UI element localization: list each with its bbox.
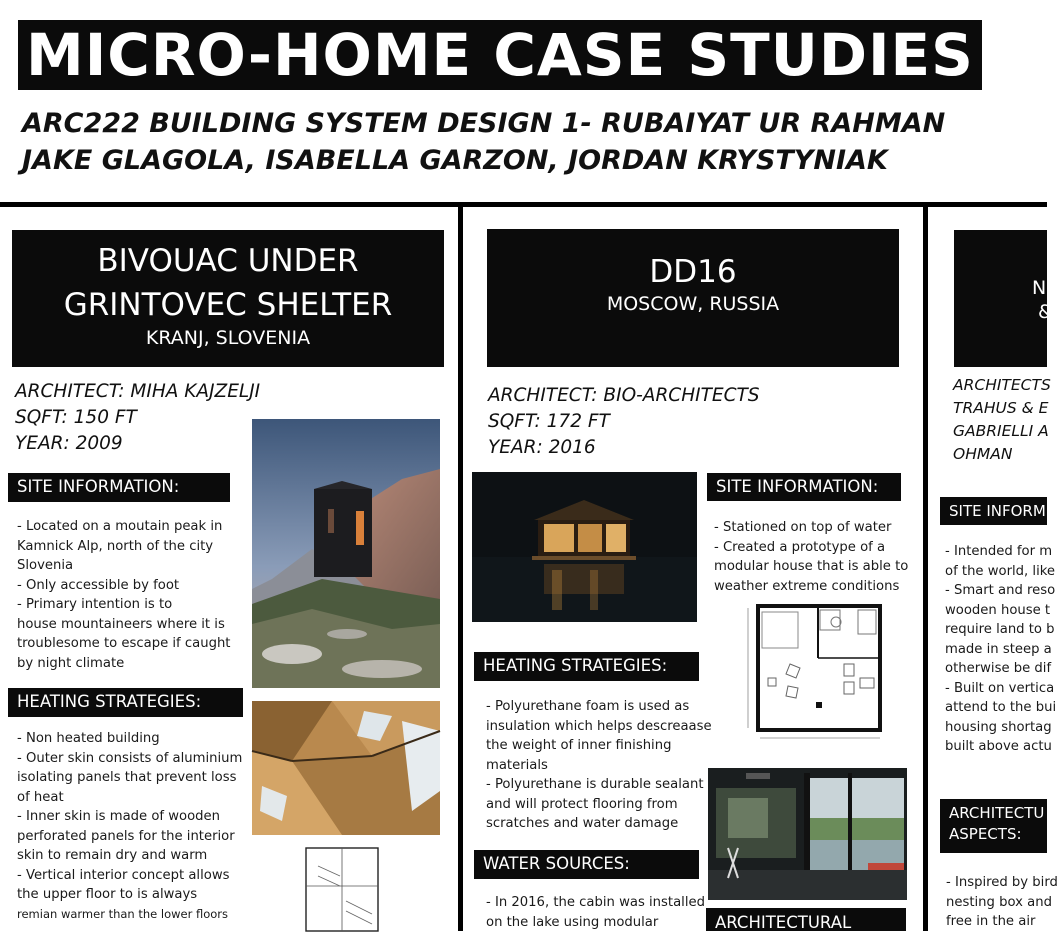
site-line: - Smart and reso	[945, 583, 1056, 598]
site-line: Slovenia	[17, 558, 74, 573]
course-subtitle: ARC222 BUILDING SYSTEM DESIGN 1- RUBAIYAT UR RAHMAN	[22, 108, 946, 139]
site-line: - Primary intention is to	[17, 597, 173, 612]
case-study-3-architects	[953, 374, 1051, 466]
case-study-2-meta	[488, 383, 768, 461]
case-study-2-year: YEAR: 2016	[488, 437, 596, 458]
site-line: otherwise be dif	[945, 661, 1052, 676]
heating-line: - Vertical interior concept allows	[17, 867, 230, 883]
case-study-1-year: YEAR: 2009	[15, 433, 123, 454]
architects-line: TRAHUS & E	[953, 399, 1049, 417]
case-study-2-heating-label: HEATING STRATEGIES:	[474, 652, 699, 681]
heating-line: skin to remain dry and warm	[17, 848, 208, 863]
cabin-night-photo	[472, 472, 697, 622]
heating-line: materials	[486, 757, 548, 773]
case-study-2-header	[487, 229, 899, 367]
authors-subtitle: JAKE GLAGOLA, ISABELLA GARZON, JORDAN KRYSTYNIAK	[22, 145, 888, 176]
heating-line: the weight of inner finishing	[486, 738, 672, 753]
site-line: housing shortag	[945, 719, 1052, 735]
heating-line: - Inner skin is made of wooden	[17, 809, 221, 824]
label-line: ARCHITECTU	[949, 804, 1045, 822]
case-study-3-architectural-text	[946, 873, 1058, 932]
shelter-exterior-photo	[252, 419, 440, 688]
site-line: Kamnick Alp, north of the city	[17, 538, 214, 554]
heating-line: scratches and water damage	[486, 816, 679, 831]
cabin-interior-photo	[708, 768, 907, 900]
case-study-1-site-text	[17, 517, 249, 673]
site-line: - Stationed on top of water	[714, 520, 892, 535]
arch-line: nesting box and	[946, 894, 1052, 910]
case-study-3-architectural-label	[940, 799, 1047, 853]
site-line: - Built on vertica	[945, 680, 1055, 696]
label-line: ASPECTS:	[949, 825, 1022, 843]
heating-line: remian warmer than the lower floors	[17, 906, 229, 921]
site-line: weather extreme conditions	[714, 578, 900, 594]
arch-line: - Inspired by bird	[946, 875, 1058, 890]
case-study-2-water-label: WATER SOURCES:	[474, 850, 699, 879]
case-study-3-site-text	[945, 542, 1057, 757]
water-line: on the lake using modular	[486, 914, 659, 930]
site-line: require land to b	[945, 622, 1055, 637]
shelter-interior-photo	[252, 701, 440, 835]
architects-line: OHMAN	[953, 445, 1013, 463]
case-study-1-meta	[15, 379, 265, 457]
architects-line: GABRIELLI A	[953, 422, 1049, 440]
case-study-1-title-line1: BIVOUAC UNDER	[97, 243, 359, 279]
heating-line: insulation which helps descreaase	[486, 718, 712, 734]
case-study-2-location: MOSCOW, RUSSIA	[606, 293, 780, 315]
water-line: - In 2016, the cabin was installed	[486, 895, 705, 910]
case-study-3-site-label: SITE INFORM	[940, 497, 1047, 525]
site-line: wooden house t	[945, 602, 1051, 618]
site-line: of the world, like	[945, 563, 1056, 579]
site-line: house mountaineers where it is	[17, 616, 225, 632]
case-study-2-architect: ARCHITECT: BIO-ARCHITECTS	[488, 385, 760, 406]
case-study-2-heating-text	[486, 697, 712, 834]
architects-line: ARCHITECTS	[953, 376, 1051, 394]
case-study-2-architectural-label: ARCHITECTURAL	[706, 908, 906, 931]
heating-line: isolating panels that prevent loss	[17, 770, 237, 785]
case-study-2-sqft: SQFT: 172 FT	[488, 411, 610, 432]
site-line: built above actu	[945, 739, 1052, 754]
site-line: made in steep a	[945, 641, 1052, 657]
case-study-1-title-line2: GRINTOVEC SHELTER	[63, 287, 393, 323]
case-study-2-site-label: SITE INFORMATION:	[707, 473, 901, 501]
site-line: attend to the bui	[945, 700, 1057, 715]
case-study-3-title-fragment-1: N	[1032, 277, 1047, 299]
heating-line: - Polyurethane foam is used as	[486, 699, 690, 714]
case-study-1-heating-label: HEATING STRATEGIES:	[8, 688, 243, 717]
site-line: - Intended for m	[945, 544, 1053, 559]
site-line: by night climate	[17, 655, 125, 671]
heating-line: - Non heated building	[17, 731, 160, 746]
heating-line: - Polyurethane is durable sealant	[486, 777, 704, 792]
site-line: - Created a prototype of a	[714, 539, 886, 555]
column-divider-2	[923, 205, 928, 931]
column-divider-1	[458, 205, 463, 931]
case-study-1-sqft: SQFT: 150 FT	[15, 407, 137, 428]
heating-line: the upper floor to is always	[17, 887, 198, 902]
case-study-1-architect: ARCHITECT: MIHA KAJZELJI	[15, 381, 261, 402]
case-study-1-header	[12, 230, 444, 367]
case-study-2-water-text	[486, 893, 704, 932]
heating-line: perforated panels for the interior	[17, 828, 235, 844]
site-line: - Located on a moutain peak in	[17, 519, 223, 534]
site-line: modular house that is able to	[714, 559, 909, 574]
case-study-1-location: KRANJ, SLOVENIA	[145, 327, 311, 349]
heating-line: of heat	[17, 789, 64, 805]
cabin-floor-plan	[740, 598, 890, 750]
case-study-3-title-fragment-2: &	[1038, 301, 1053, 323]
case-study-2-site-text	[714, 518, 909, 596]
header-divider	[0, 202, 1047, 207]
poster-title: MICRO-HOME CASE STUDIES	[18, 20, 982, 90]
heating-line: - Outer skin consists of aluminium	[17, 750, 243, 766]
case-study-1-heating-text	[17, 729, 249, 924]
site-line: troublesome to escape if caught	[17, 636, 231, 651]
site-line: - Only accessible by foot	[17, 577, 180, 593]
heating-line: and will protect flooring from	[486, 796, 678, 812]
case-study-1-site-label: SITE INFORMATION:	[8, 473, 230, 502]
shelter-section-drawing	[300, 846, 382, 931]
arch-line: free in the air	[946, 914, 1036, 929]
case-study-2-title: DD16	[649, 254, 737, 290]
case-study-3-header	[954, 230, 1053, 367]
